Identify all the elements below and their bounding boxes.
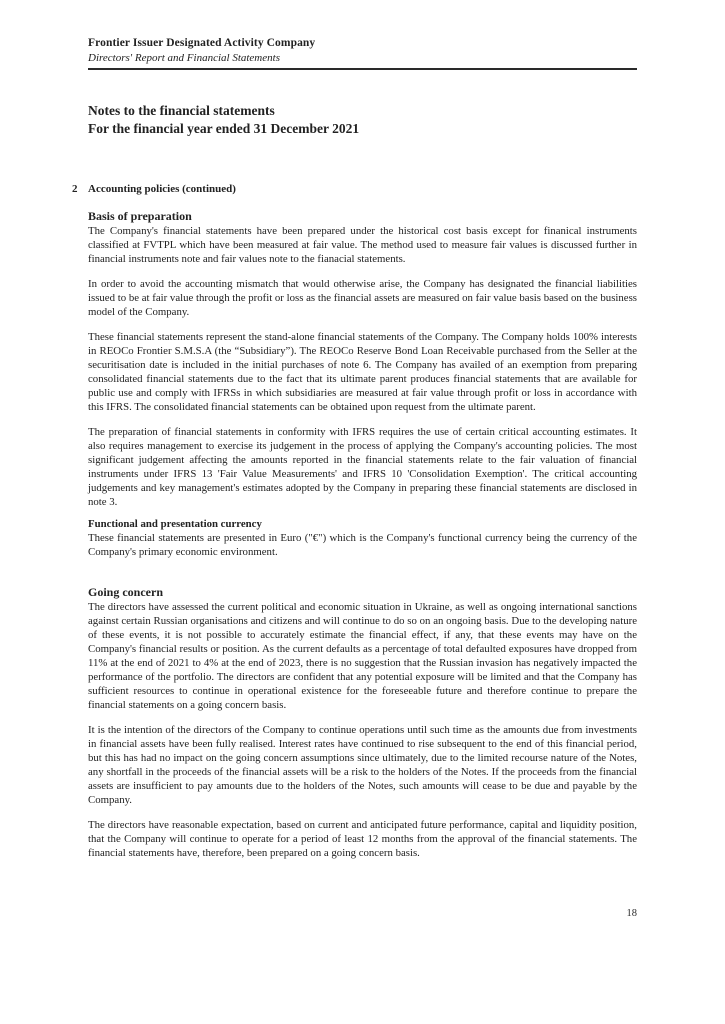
section-number: 2 xyxy=(72,183,78,195)
report-subtitle: Directors' Report and Financial Statements xyxy=(88,52,280,64)
paragraph-basis-4: The preparation of financial statements in conformity with IFRS requires the use of certain critical accounting estimates. It also requires management to exercise its judgement in the process of applying the Company's accounting policies. The most significant judgement affecting the amounts reported in the financial statements relate to the fair valuation of financial instruments under IFRS 13 'Fair Value Measurements' and IFRS 10 'Consolidation Exemption'. The critical accounting judgements and key management's estimates adopted by the Company in preparing these financial statements are disclosed in note 3. xyxy=(88,426,637,508)
section-title: Accounting policies (continued) xyxy=(88,183,236,195)
section-heading xyxy=(72,182,637,196)
page-number: 18 xyxy=(626,908,637,919)
company-name: Frontier Issuer Designated Activity Company xyxy=(88,37,316,49)
paragraph-going-concern-2: It is the intention of the directors of the Company to continue operations until such time as the amounts due from investments in financial assets have been fully realised. Interest rates have continued to rise subsequent to the end of this financial period, but this has had no impact on the going concern assumptions since ultimately, due to the limited recourse nature of the Notes, any shortfall in the proceeds of the financial assets will be a risk to the holders of the Notes. If the proceeds from the financial assets are insufficient to pay amounts due to the holders of the Notes, such amounts will cease to be due and payable by the Company. xyxy=(88,724,637,806)
title-line-2: For the financial year ended 31 December 2021 xyxy=(88,121,360,136)
header-rule xyxy=(88,68,637,70)
paragraph-going-concern-3: The directors have reasonable expectation, based on current and anticipated future performance, capital and liquidity position, that the Company will continue to operate for a period of least 12 months from the approval of the financial statements. The financial statements have, therefore, been prepared on a going concern basis. xyxy=(88,819,637,859)
paragraph-basis-2: In order to avoid the accounting mismatch that would otherwise arise, the Company has designated the financial liabilities issued to be at fair value through the profit or loss as the financial assets are measured on fair value basis based on the business model of the Company. xyxy=(88,278,637,318)
document-title xyxy=(88,102,637,138)
section-content xyxy=(88,209,637,860)
page-header xyxy=(88,36,637,70)
paragraph-basis-3: These financial statements represent the stand-alone financial statements of the Company. The Company holds 100% interests in REOCo Frontier S.M.S.A (the “Subsidiary”). The REOCo Reserve Bond Loan Receivable purchased from the Seller at the securitisation date is included in the initial purchases of note 6. The Company has availed of an exemption from preparing consolidated financial statements due to the fact that its ultimate parent produces financial statements that are available for public use and comply with IFRSs in which subsidiaries are measured at fair value through profit or loss in accordance with this IFRS. The consolidated financial statements can be obtained upon request from the ultimate parent. xyxy=(88,331,637,413)
paragraph-basis-1: The Company's financial statements have been prepared under the historical cost basis except for finanical instruments classified at FVTPL which have been measured at fair value. The method used to measure fair values is discussed further in financial instruments note and fair values note to the fianacial statements. xyxy=(88,225,637,265)
heading-going-concern: Going concern xyxy=(88,585,163,599)
title-line-1: Notes to the financial statements xyxy=(88,103,275,118)
paragraph-currency-1: These financial statements are presented in Euro ("€") which is the Company's functional currency being the currency of the Company's primary economic environment. xyxy=(88,532,637,558)
heading-basis-of-preparation: Basis of preparation xyxy=(88,209,192,223)
heading-functional-currency: Functional and presentation currency xyxy=(88,518,262,530)
page-footer xyxy=(627,908,638,919)
paragraph-going-concern-1: The directors have assessed the current political and economic situation in Ukraine, as well as ongoing international sanctions against certain Russian organisations and citizens and will continue to do so on an ongoing basis. Due to the developing nature of these events, it is not possible to accurately estimate the financial effect, if any, that these events may have on the Company's financial results or position. As the current defaults as a percentage of total defaulted exposures have dropped from 11% at the end of 2021 to 4% at the end of 2023, there is no suggestion that the Russian invasion has negatively impacted the performance of the portfolio. The directors are confident that any potential exposure will be limited and that the Company has sufficient resources to continue in operational existence for the foreseeable future and therefore continue to prepare the financial statements on a going concern basis. xyxy=(88,601,637,711)
